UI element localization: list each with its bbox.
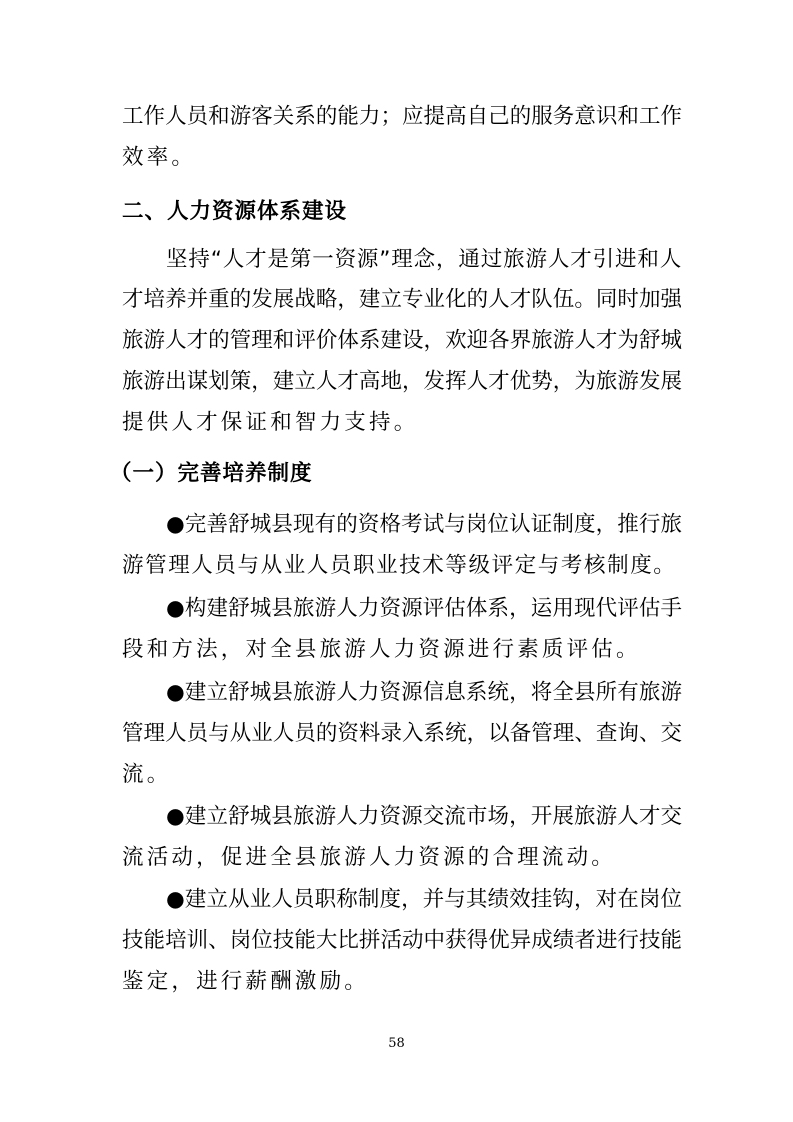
bullet-line: ●建立舒城县旅游人力资源交流市场，开展旅游人才交: [166, 804, 682, 829]
bullet-line: 流。: [122, 762, 172, 787]
paragraph-line: 旅游出谋划策，建立人才高地，发挥人才优势，为旅游发展: [122, 369, 682, 394]
paragraph-line: 旅游人才的管理和评价体系建设，欢迎各界旅游人才为舒城: [122, 328, 682, 353]
paragraph-line: 工作人员和游客关系的能力；应提高自己的服务意识和工作: [122, 104, 682, 129]
paragraph-line: 提供人才保证和智力支持。: [122, 410, 419, 435]
paragraph-line: 才培养并重的发展战略，建立专业化的人才队伍。同时加强: [122, 287, 682, 312]
bullet-line: 段和方法，对全县旅游人力资源进行素质评估。: [122, 637, 641, 662]
bullet-line: ●建立从业人员职称制度，并与其绩效挂钩，对在岗位: [166, 887, 682, 912]
bullet-line: ●建立舒城县旅游人力资源信息系统，将全县所有旅游: [166, 680, 682, 705]
bullet-line: 技能培训、岗位技能大比拼活动中获得优异成绩者进行技能: [122, 928, 682, 953]
bullet-line: 管理人员与从业人员的资料录入系统，以备管理、查询、交: [122, 721, 682, 746]
page-number: 58: [388, 1036, 405, 1051]
bullet-line: ●构建舒城县旅游人力资源评估体系，运用现代评估手: [166, 596, 682, 621]
subsection-heading: （一）完善培养制度: [110, 461, 313, 486]
paragraph-line: 坚持“人才是第一资源”理念，通过旅游人才引进和人: [166, 247, 682, 272]
bullet-line: 游管理人员与从业人员职业技术等级评定与考核制度。: [122, 553, 677, 578]
section-heading: 二、人力资源体系建设: [122, 199, 348, 224]
bullet-line: ●完善舒城县现有的资格考试与岗位认证制度，推行旅: [166, 512, 682, 537]
bullet-line: 流活动，促进全县旅游人力资源的合理流动。: [122, 845, 617, 870]
paragraph-line: 效率。: [122, 145, 197, 170]
bullet-line: 鉴定，进行薪酬激励。: [122, 969, 370, 994]
